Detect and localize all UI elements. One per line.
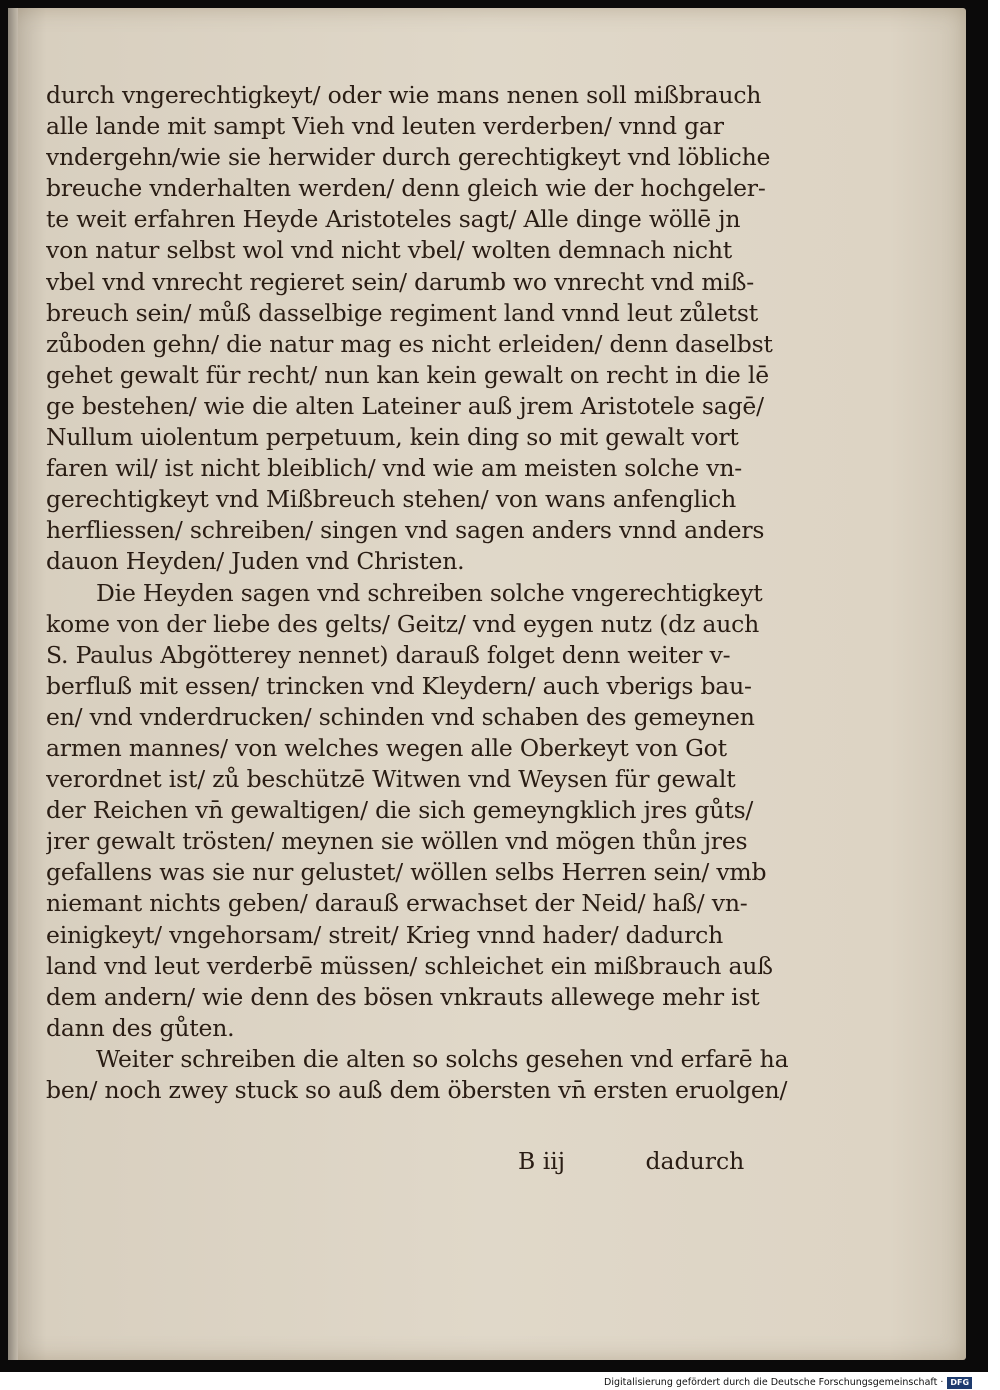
text-line: von natur selbst wol vnd nicht vbel/ wolten demnach nicht bbox=[46, 236, 732, 265]
text-line: der Reichen vn̄ gewaltigen/ die sich gemeyngklich jres gůts/ bbox=[46, 796, 754, 825]
text-line: te weit erfahren Heyde Aristoteles sagt/ Alle dinge wöllē jn bbox=[46, 205, 741, 234]
text-line: land vnd leut verderbē müssen/ schleichet ein mißbrauch auß bbox=[46, 951, 773, 980]
page-binding-edge bbox=[8, 8, 18, 1360]
text-line: S. Paulus Abgötterey nennet) darauß folget denn weiter v- bbox=[46, 640, 731, 669]
text-line: dem andern/ wie denn des bösen vnkrauts allewege mehr ist bbox=[46, 982, 760, 1011]
body-text bbox=[46, 80, 796, 1106]
text-line: zůboden gehn/ die natur mag es nicht erleiden/ denn daselbst bbox=[46, 329, 773, 358]
text-line: herfliessen/ schreiben/ singen vnd sagen anders vnnd anders bbox=[46, 516, 765, 545]
footer-credit-text: Digitalisierung gefördert durch die Deutsche Forschungsgemeinschaft · bbox=[604, 1377, 944, 1388]
signature-mark: B iij bbox=[518, 1147, 566, 1175]
text-line: jrer gewalt trösten/ meynen sie wöllen vnd mögen thůn jres bbox=[46, 827, 748, 856]
text-line: breuch sein/ můß dasselbige regiment land vnnd leut zůletst bbox=[46, 298, 758, 327]
text-line: verordnet ist/ zů beschützē Witwen vnd Weysen für gewalt bbox=[46, 765, 736, 794]
text-line: einigkeyt/ vngehorsam/ streit/ Krieg vnnd hader/ dadurch bbox=[46, 920, 724, 949]
text-line: armen mannes/ von welches wegen alle Oberkeyt von Got bbox=[46, 733, 727, 762]
text-line: Die Heyden sagen vnd schreiben solche vngerechtigkeyt bbox=[96, 578, 763, 607]
text-line: en/ vnd vnderdrucken/ schinden vnd schaben des gemeynen bbox=[46, 702, 755, 731]
catchword: dadurch bbox=[645, 1147, 745, 1175]
text-line: alle lande mit sampt Vieh vnd leuten verderben/ vnnd gar bbox=[46, 112, 724, 141]
text-line: breuche vnderhalten werden/ denn gleich wie der hochgeler- bbox=[46, 174, 766, 203]
footer-credit bbox=[604, 1375, 972, 1390]
text-line: ben/ noch zwey stuck so auß dem öbersten vn̄ ersten eruolgen/ bbox=[46, 1076, 788, 1104]
text-line: dauon Heyden/ Juden vnd Christen. bbox=[46, 547, 465, 576]
text-line: gefallens was sie nur gelustet/ wöllen selbs Herren sein/ vmb bbox=[46, 858, 767, 887]
text-line: gerechtigkeyt vnd Mißbreuch stehen/ von wans anfenglich bbox=[46, 485, 737, 514]
text-line: kome von der liebe des gelts/ Geitz/ vnd eygen nutz (dz auch bbox=[46, 609, 760, 638]
text-line: vbel vnd vnrecht regieret sein/ darumb wo vnrecht vnd miß- bbox=[46, 267, 755, 296]
text-line: vndergehn/wie sie herwider durch gerechtigkeyt vnd löbliche bbox=[46, 143, 771, 172]
text-line: berfluß mit essen/ trincken vnd Kleydern/ auch vberigs bau- bbox=[46, 671, 752, 700]
text-line: Nullum uiolentum perpetuum, kein ding so mit gewalt vort bbox=[46, 423, 739, 452]
text-line: durch vngerechtigkeyt/ oder wie mans nenen soll mißbrauch bbox=[46, 81, 762, 109]
text-line: Weiter schreiben die alten so solchs gesehen vnd erfarē ha bbox=[96, 1044, 789, 1073]
text-line: ge bestehen/ wie die alten Lateiner auß jrem Aristotele sagē/ bbox=[46, 391, 764, 420]
text-line: dann des gůten. bbox=[46, 1013, 235, 1042]
signature-line bbox=[518, 1146, 808, 1177]
dfg-logo: DFG bbox=[947, 1377, 972, 1389]
text-line: niemant nichts geben/ darauß erwachset der Neid/ haß/ vn- bbox=[46, 889, 748, 918]
text-line: gehet gewalt für recht/ nun kan kein gewalt on recht in die lē bbox=[46, 360, 769, 389]
text-line: faren wil/ ist nicht bleiblich/ vnd wie am meisten solche vn- bbox=[46, 454, 743, 483]
